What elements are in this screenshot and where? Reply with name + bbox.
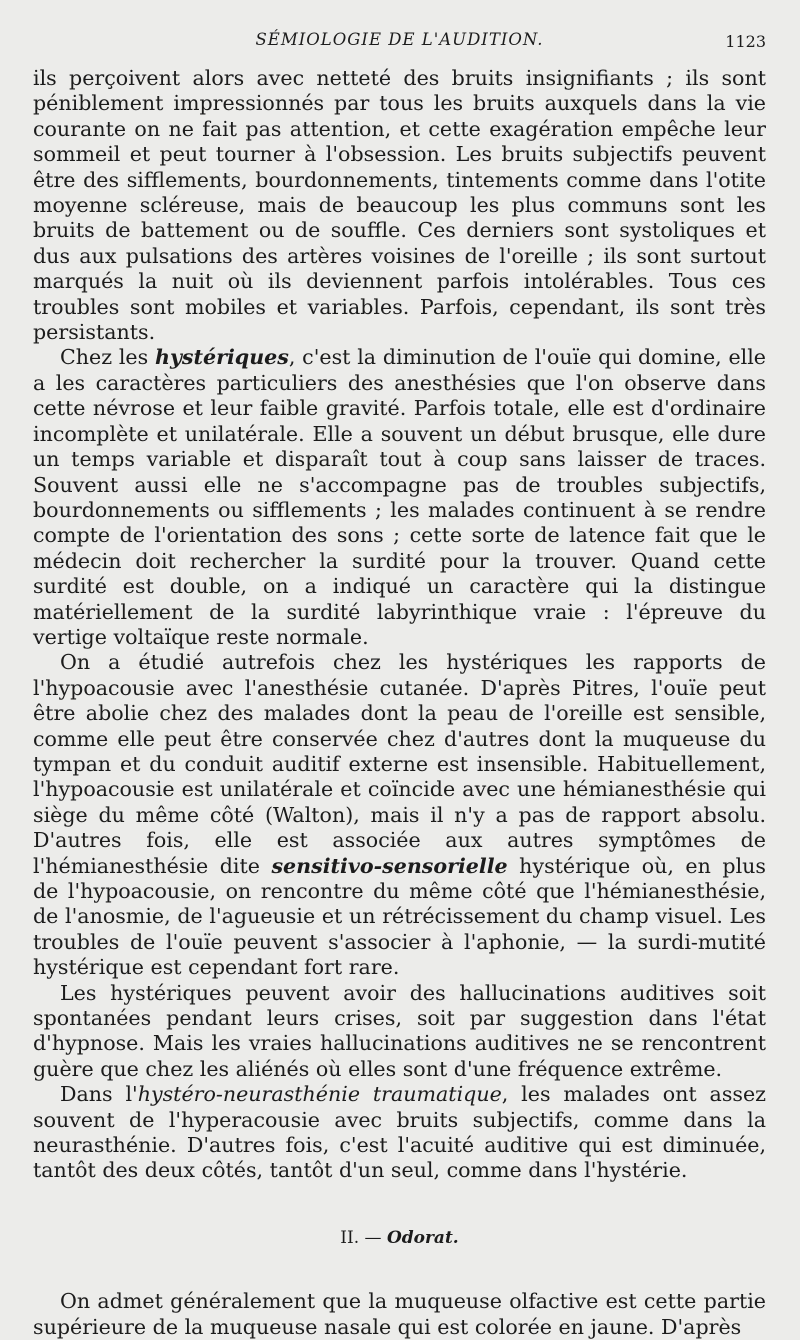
paragraph-text: , c'est la diminution de l'ouïe qui domine, elle a les caractères particuliers des anesthésies que l'on observe dans cette névrose et leur faible gravité. Parfois totale, elle est d'ordinaire incomplète et unilatérale. Elle a souvent un début brusque, elle dure un temps variable et disparaît tout à coup sans laisser de traces. Souvent aussi elle ne s'accompagne pas de troubles subjectifs, bourdonnements ou sifflements ; les malades continuent à se rendre compte de l'orientation des sons ; cette sorte de latence fait que le médecin doit rechercher la surdité pour la trouver. Quand cette surdité est double, on a indiqué un caractère qui la distingue matériellement de la surdité labyrinthique vraie : l'épreuve du vertige voltaïque reste normale.: [33, 345, 766, 649]
paragraph-text: ils perçoivent alors avec netteté des bruits insignifiants ; ils sont péniblement impressionnés par tous les bruits auxquels dans la vie courante on ne fait pas attention, et cette exagération empêche leur sommeil et peut tourner à l'obsession. Les bruits subjectifs peuvent être des sifflements, bourdonnements, tintements comme dans l'otite moyenne scléreuse, mais de beaucoup les plus communs sont les bruits de battement ou de souffle. Ces derniers sont systoliques et dus aux pulsations des artères voisines de l'oreille ; ils sont surtout marqués la nuit où ils deviennent parfois intolérables. Tous ces troubles sont mobiles et variables. Parfois, cependant, ils sont très persistants.: [33, 66, 766, 345]
paragraph-text: On a étudié autrefois chez les hystériques les rapports de l'hypoacousie avec l'anesthésie cutanée. D'après Pitres, l'ouïe peut être abolie chez des malades dont la peau de l'oreille est sensible, comme elle peut être conservée chez d'autres dont la muqueuse du tympan et du conduit auditif externe est insensible. Habituellement, l'hypoacousie est unilatérale et coïncide avec une hémianesthésie qui siège du même côté (Walton), mais il n'y a pas de rapport absolu. D'autres fois, elle est associée aux autres symptômes de l'hémianesthésie dite: [33, 650, 766, 878]
paragraph-text: , les malades ont assez souvent de l'hyperacousie avec bruits subjectifs, comme dans la neurasthénie. D'autres fois, c'est l'acuité auditive qui est diminuée, tantôt des deux côtés, tantôt d'un seul, comme dans l'hystérie.: [33, 1082, 766, 1183]
section-heading: [33, 1226, 766, 1251]
paragraph-text: Dans l': [60, 1082, 138, 1107]
paragraph: [33, 66, 766, 345]
paragraph-text: Les hystériques peuvent avoir des hallucinations auditives soit spontanées pendant leurs crises, soit par suggestion dans l'état d'hypnose. Mais les vraies hallucinations auditives ne se rencontrent guère que chez les aliénés où elles sont d'une fréquence extrême.: [33, 980, 766, 1081]
paragraph: [33, 981, 766, 1083]
page-number: 1123: [725, 32, 766, 51]
paragraph: [33, 1289, 766, 1340]
running-title: SÉMIOLOGIE DE L'AUDITION.: [255, 30, 544, 49]
paragraph: [33, 1082, 766, 1184]
paragraph: [33, 345, 766, 650]
paragraph: [33, 650, 766, 980]
section-title: Odorat.: [386, 1227, 459, 1248]
body-text: [33, 66, 766, 1340]
emphasis-term: hystéro-neurasthénie traumatique: [137, 1082, 502, 1107]
emphasis-term: sensitivo-sensorielle: [271, 853, 508, 878]
paragraph-text: On admet généralement que la muqueuse olfactive est cette partie supérieure de la muqueuse nasale qui est colorée en jaune. D'après: [33, 1289, 766, 1339]
running-header: [33, 30, 766, 56]
emphasis-term: hystériques: [154, 345, 289, 370]
paragraph-text: hystérique où, en plus de l'hypoacousie, on rencontre du même côté que l'hémianesthésie, de l'anosmie, de l'agueusie et un rétrécissement du champ visuel. Les troubles de l'ouïe peuvent s'associer à l'aphonie, — la surdi-mutité hystérique est cependant fort rare.: [33, 853, 766, 980]
paragraph-text: Chez les: [60, 345, 155, 370]
section-number: II. —: [340, 1227, 382, 1248]
